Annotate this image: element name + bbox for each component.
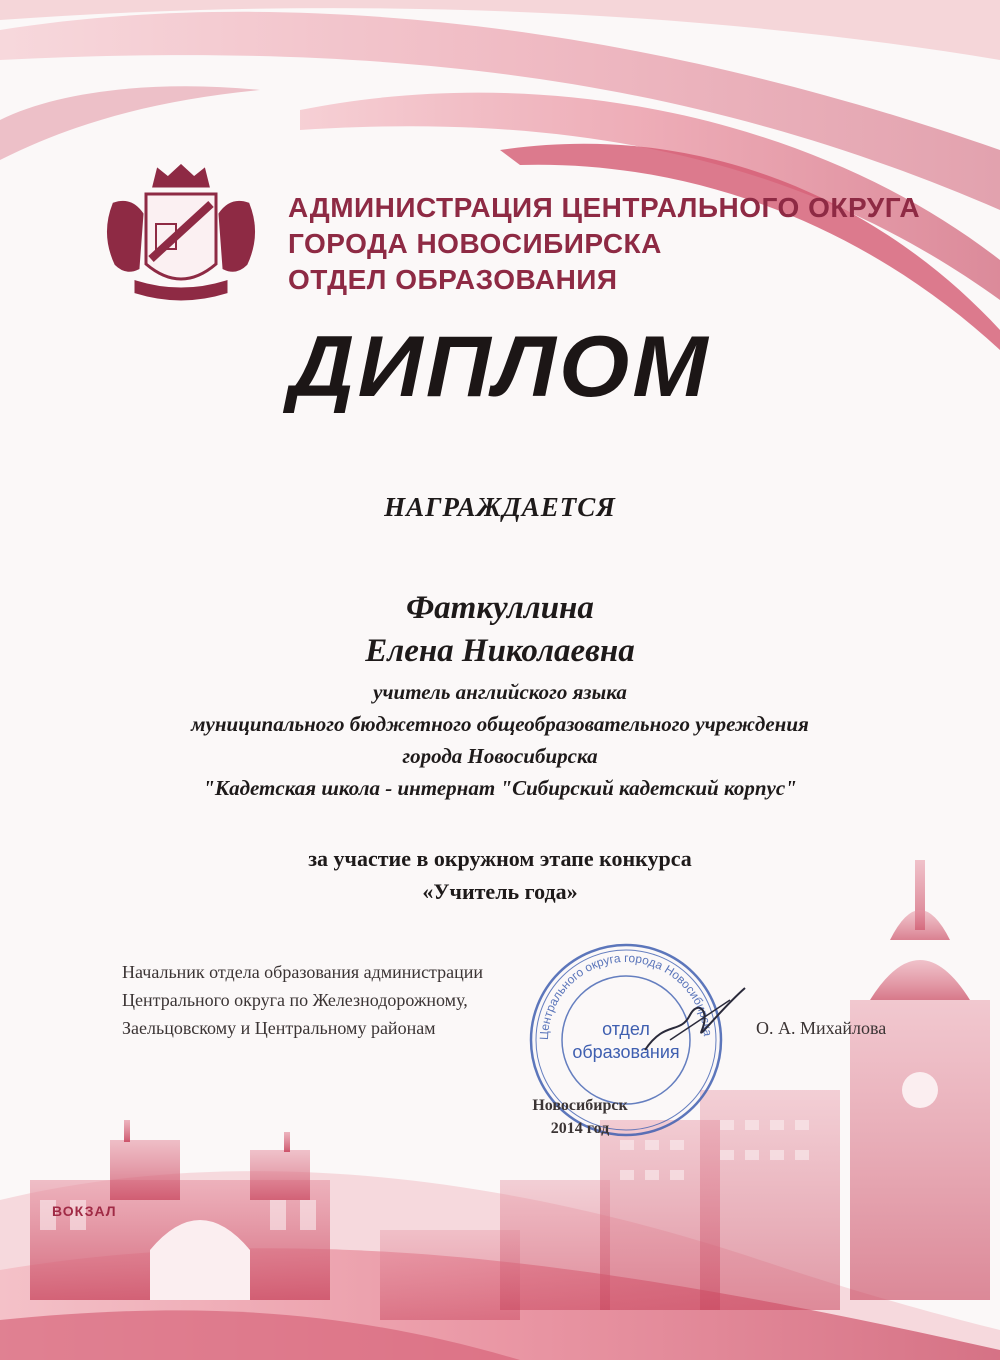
institution-line-3: "Кадетская школа - интернат "Сибирский кадетский корпус" xyxy=(203,776,797,800)
footer-year: 2014 год xyxy=(550,1120,610,1137)
stamp-center-line-1: отдел xyxy=(602,1019,650,1039)
header-line-city: ГОРОДА НОВОСИБИРСКА xyxy=(288,228,662,259)
reason-line-2: «Учитель года» xyxy=(422,879,578,904)
institution-line-2: города Новосибирска xyxy=(402,744,598,768)
signatory-title-line-3: Заельцовскому и Центральному районам xyxy=(122,1018,436,1038)
signatory-title-line-2: Центрального округа по Железнодорожному, xyxy=(122,990,468,1010)
coat-of-arms-icon xyxy=(96,164,266,314)
recipient-surname: Фаткуллина xyxy=(406,590,594,626)
city-skyline xyxy=(30,860,990,1320)
footer-city: Новосибирск xyxy=(532,1097,628,1114)
handwritten-signature xyxy=(640,980,750,1060)
reason-line-1: за участие в окружном этапе конкурса xyxy=(308,846,692,871)
recipient-given-names: Елена Николаевна xyxy=(365,633,635,669)
institution-line-1: муниципального бюджетного общеобразовательного учреждения xyxy=(191,712,809,736)
signatory-name: О. А. Михайлова xyxy=(756,1018,887,1038)
signatory-title-line-1: Начальник отдела образования администрации xyxy=(122,962,484,982)
diploma-title: ДИПЛОМ xyxy=(289,319,711,415)
stamp-center-line-2: образования xyxy=(572,1042,680,1062)
awarded-label: НАГРАЖДАЕТСЯ xyxy=(384,492,616,522)
recipient-position: учитель английского языка xyxy=(373,680,627,704)
header-line-department: ОТДЕЛ ОБРАЗОВАНИЯ xyxy=(288,264,618,295)
station-sign: ВОКЗАЛ xyxy=(52,1203,117,1219)
stamp-ring-text: Центрального округа города Новосибирска xyxy=(536,950,715,1041)
header-line-administration: АДМИНИСТРАЦИЯ ЦЕНТРАЛЬНОГО ОКРУГА xyxy=(288,192,921,223)
